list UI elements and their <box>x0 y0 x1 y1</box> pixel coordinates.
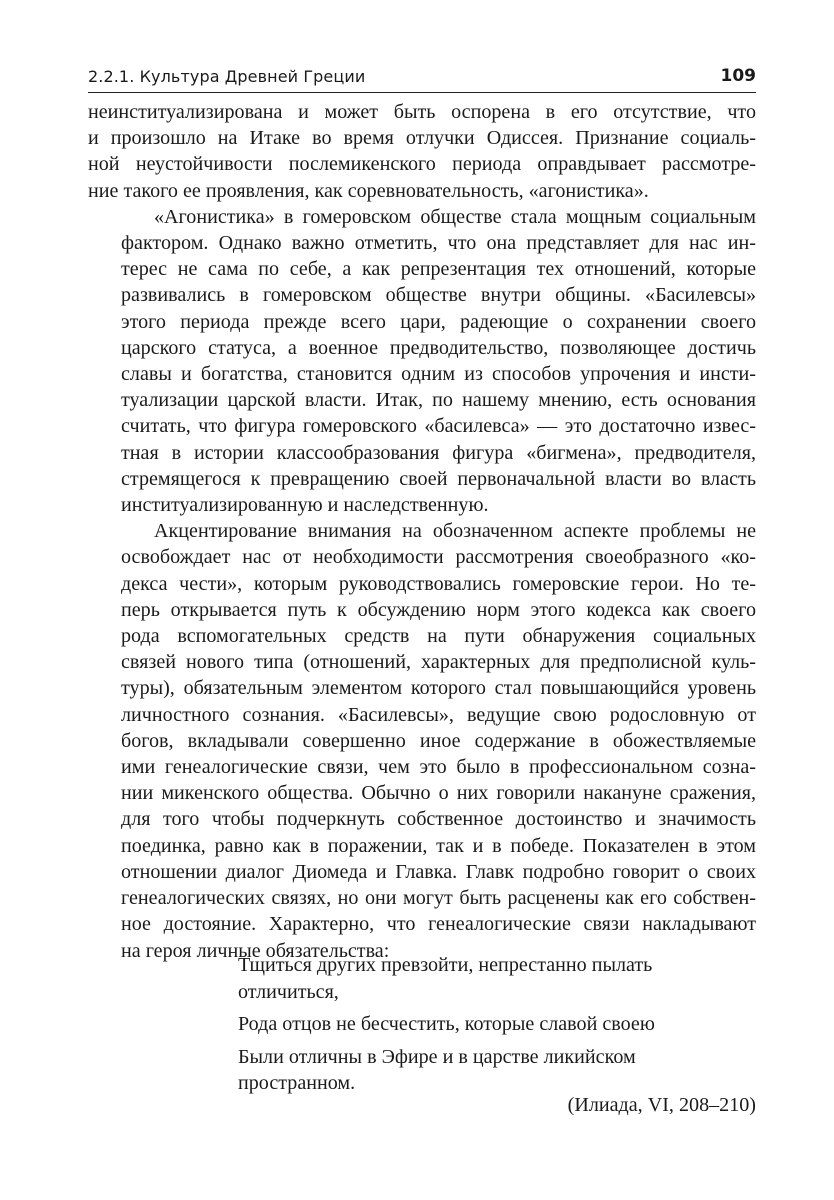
page-number: 109 <box>720 66 756 86</box>
section-title: 2.2.1. Культура Древней Греции <box>88 67 366 86</box>
text-line: фактором. Однако важно отметить, что она представляет для нас ин- <box>121 232 756 255</box>
paragraph <box>88 99 756 204</box>
citation: (Илиада, VI, 208–210) <box>567 1094 756 1116</box>
text-line: освобождает нас от необходимости рассмотрения своеобразного «ко- <box>121 546 756 569</box>
text-line: богов, вкладывали совершенно иное содержание в обожествляемые <box>121 729 756 752</box>
main-text <box>88 99 756 964</box>
paragraph <box>88 204 756 518</box>
verse-text: Были отличны в Эфире и в царстве ликийском <box>238 1045 636 1068</box>
text-line: «Агонистика» в гомеровском обществе стала мощным социальным <box>154 205 756 228</box>
verse-quote <box>238 952 738 1103</box>
text-line: царского статуса, а военное предводительство, позволяющее достичь <box>121 336 756 359</box>
text-line: развивались в гомеровском обществе внутри общины. «Басилевсы» <box>121 284 756 307</box>
running-header <box>88 62 756 93</box>
text-line: туализации царской власти. Итак, по нашему мнению, есть основания <box>121 389 756 412</box>
text-line: декса чести», которым руководствовались гомеровские герои. Но те- <box>121 572 756 595</box>
verse-line <box>238 952 738 1005</box>
text-line: институализированную и наследственную. <box>121 494 489 517</box>
text-line: Акцентирование внимания на обозначенном аспекте проблемы не <box>154 520 756 543</box>
verse-text: Рода отцов не бесчестить, которые славой своею <box>238 1013 655 1035</box>
text-line: генеалогических связях, но они могут быть расценены как его собствен- <box>121 887 756 910</box>
paragraph <box>88 518 756 963</box>
verse-text: пространном. <box>238 1072 356 1094</box>
text-line: ной неустойчивости послемикенского периода оправдывает рассмотре- <box>88 153 756 176</box>
text-line: личностного сознания. «Басилевсы», ведущие свою родословную от <box>121 703 756 726</box>
verse-text: отличиться, <box>238 980 339 1003</box>
text-line: терес не сама по себе, а как репрезентация тех отношений, которые <box>121 258 756 281</box>
text-line: славы и богатства, становится одним из способов упрочения и инсти- <box>121 363 756 386</box>
text-line: ное достояние. Характерно, что генеалогические связи накладывают <box>121 913 756 936</box>
text-line: тная в истории классообразования фигура «бигмена», предводителя, <box>121 441 756 464</box>
text-line: поединка, равно как в поражении, так и в победе. Показателен в этом <box>121 834 756 857</box>
verse-line <box>238 1044 738 1097</box>
text-line: перь открывается путь к обсуждению норм этого кодекса как своего <box>121 598 756 621</box>
text-line: ими генеалогические связи, чем это было в профессиональном созна- <box>121 756 756 779</box>
text-line: нии микенского общества. Обычно о них говорили накануне сражения, <box>121 782 756 805</box>
text-line: и произошло на Итаке во время отлучки Одиссея. Признание социаль- <box>88 127 756 150</box>
book-page <box>88 0 756 1200</box>
text-line: неинституализирована и может быть оспорена в его отсутствие, что <box>88 101 756 123</box>
text-line: на героя личные обязательства: <box>121 939 390 962</box>
verse-text: Тщиться других превзойти, непрестанно пылать <box>238 954 653 976</box>
text-line: рода вспомогательных средств на пути обнаружения социальных <box>121 625 756 648</box>
text-line: связей нового типа (отношений, характерных для предполисной куль- <box>121 651 756 674</box>
verse-line <box>238 1011 738 1038</box>
text-line: стремящегося к превращению своей первоначальной власти во власть <box>121 467 756 490</box>
text-line: для того чтобы подчеркнуть собственное достоинство и значимость <box>121 808 756 831</box>
text-line: считать, что фигура гомеровского «басилевса» — это достаточно извес- <box>121 415 756 438</box>
text-line: туры), обязательным элементом которого стал повышающийся уровень <box>121 677 756 700</box>
text-line: этого периода прежде всего цари, радеющие о сохранении своего <box>121 310 756 333</box>
text-line: отношении диалог Диомеда и Главка. Главк подробно говорит о своих <box>121 860 756 883</box>
text-line: ние такого ее проявления, как соревновательность, «агонистика». <box>88 179 649 202</box>
